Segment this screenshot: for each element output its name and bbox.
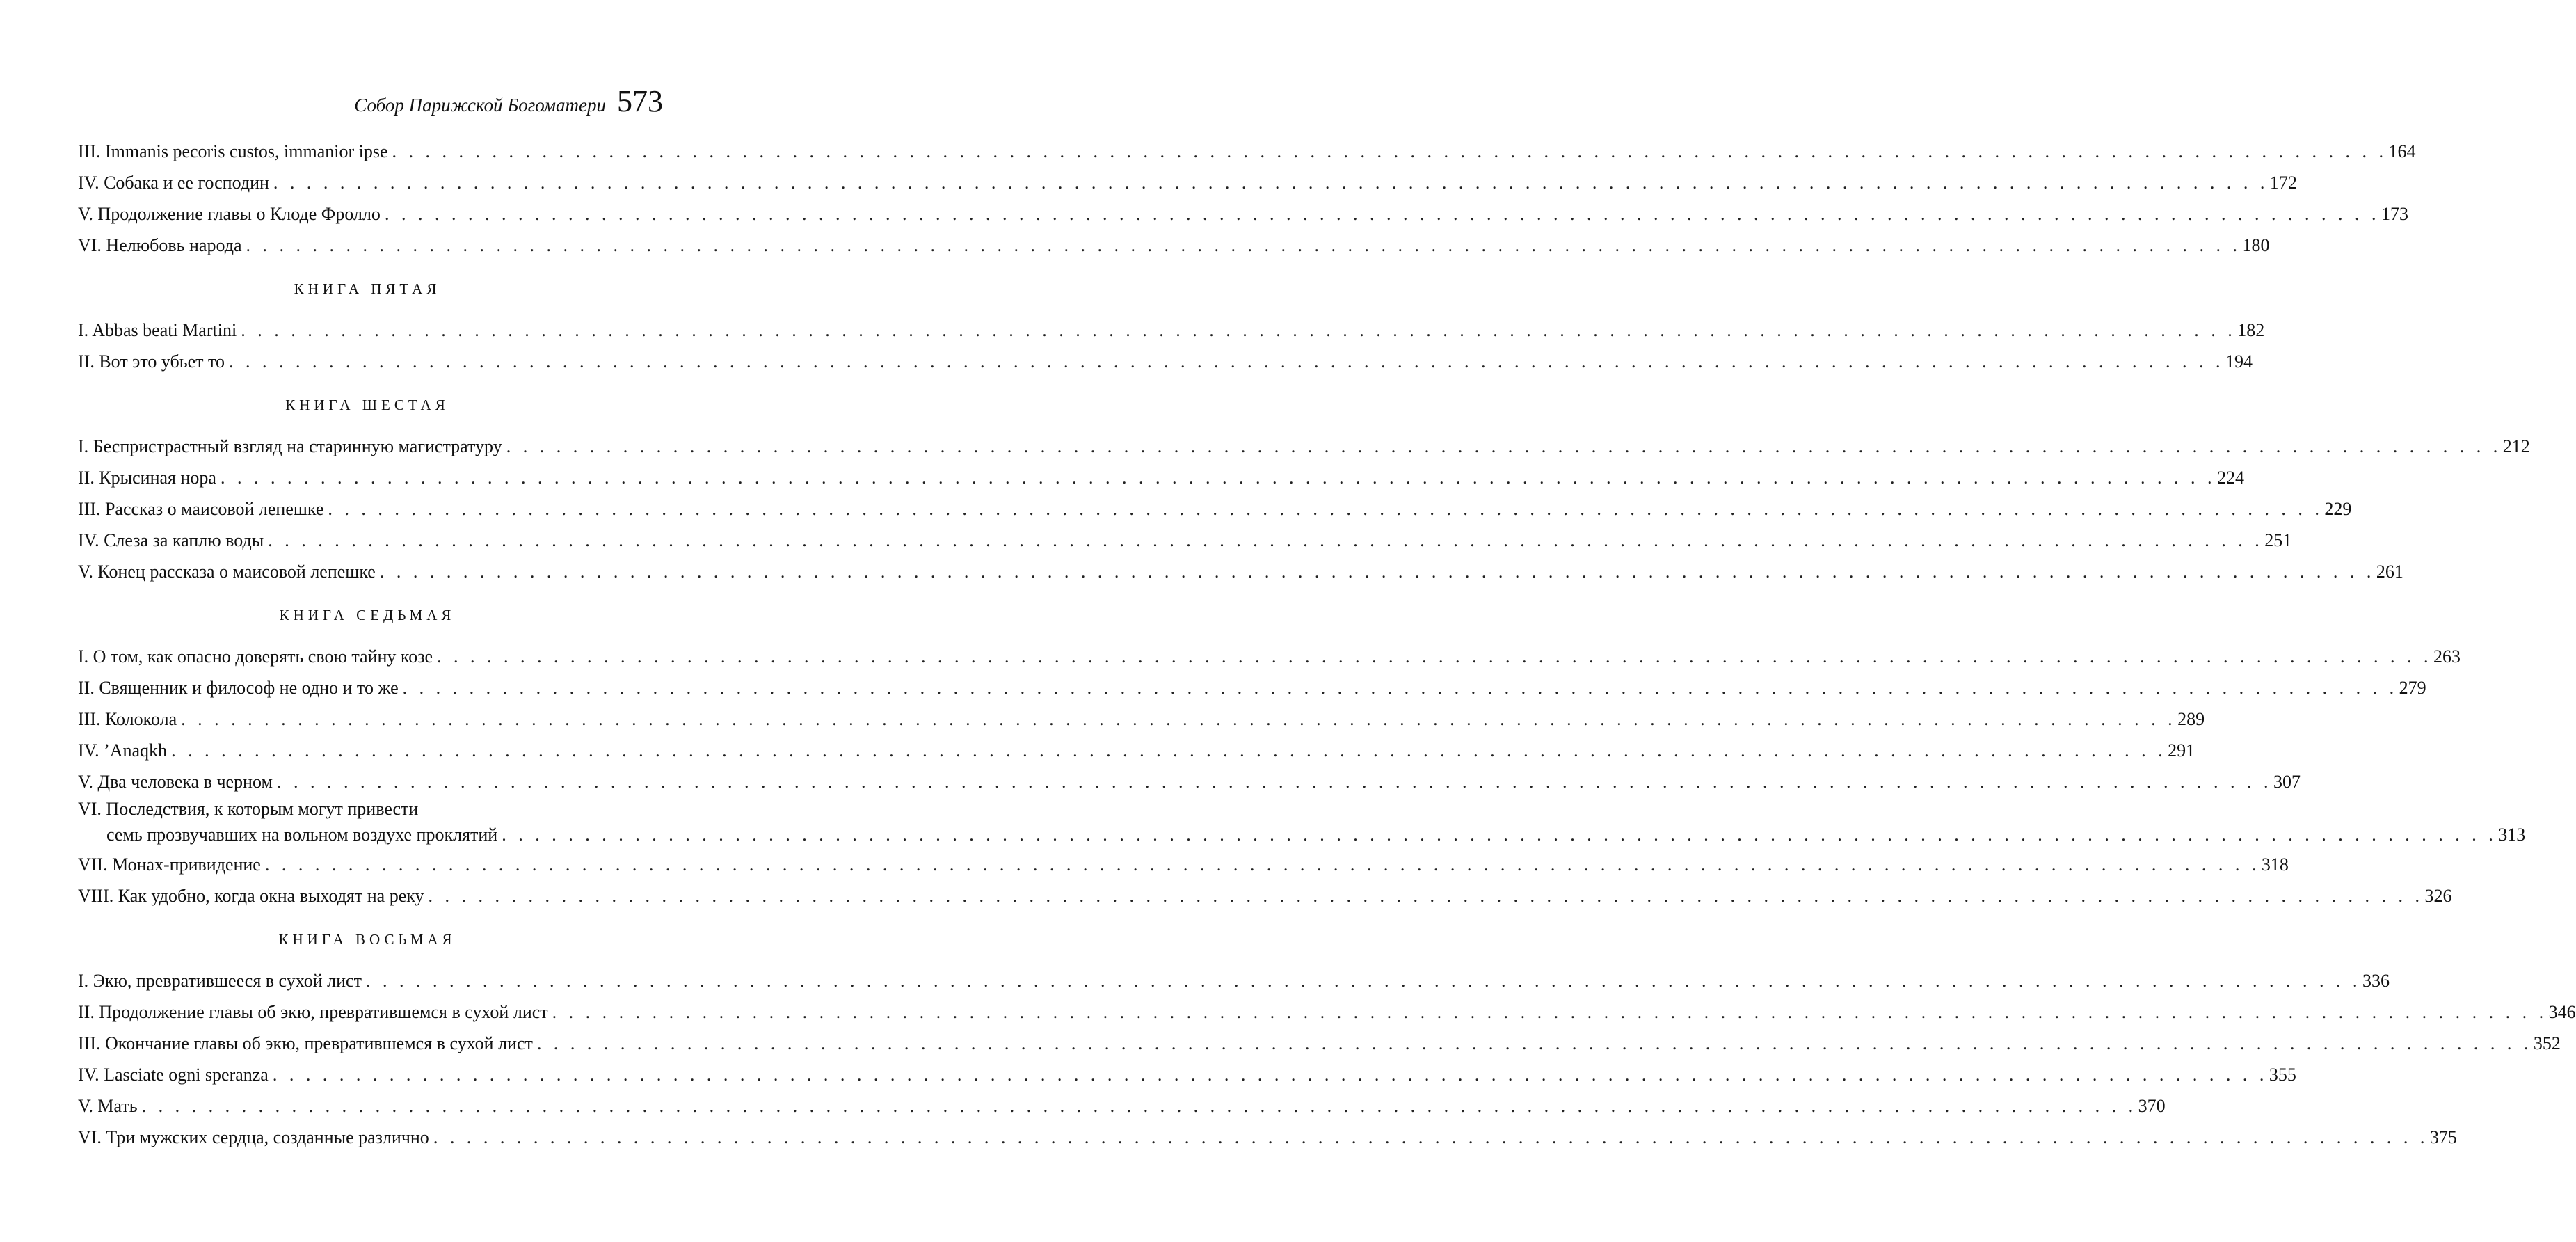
toc-entry (78, 525, 2292, 556)
entry-title: II. Вот это убьет то (78, 351, 225, 372)
entry-page: 375 (2429, 1127, 2457, 1147)
entry-title: VI. Нелюбовь народа (78, 235, 242, 255)
book-heading: КНИГА ПЯТАЯ (294, 280, 441, 297)
dot-leader: . . . . . . . . . . . . . . . . . . . . . . . . . . . . . . . . . . . . . . . . . . . . . . . . . . . . . . . . . . . . . . . . . . . . . . . . . . . . . . . . . . . . . . . . . . . . . . . . . . . . . . . . . . . . . . . . . . . . . . . . (241, 320, 2237, 340)
entry-title: V. Мать (78, 1096, 138, 1116)
entry-title-continuation: семь прозвучавших на вольном воздухе проклятий (106, 825, 498, 845)
dot-leader: . . . . . . . . . . . . . . . . . . . . . . . . . . . . . . . . . . . . . . . . . . . . . . . . . . . . . . . . . . . . . . . . . . . . . . . . . . . . . . . . . . . . . . . . . . . . . . . . . . . . . . . . . . . . . . . . . . . . . . . . (536, 1033, 2532, 1053)
toc-entry (78, 556, 2403, 587)
dot-leader: . . . . . . . . . . . . . . . . . . . . . . . . . . . . . . . . . . . . . . . . . . . . . . . . . . . . . . . . . . . . . . . . . . . . . . . . . . . . . . . . . . . . . . . . . . . . . . . . . . . . . . . . . . . . . . . . . . . . . . . . (229, 351, 2225, 372)
entry-title: VIII. Как удобно, когда окна выходят на реку (78, 886, 424, 906)
toc-entry (78, 1059, 2296, 1090)
entry-page: 370 (2138, 1096, 2166, 1116)
entry-page: 229 (2324, 499, 2352, 519)
entry-page: 173 (2381, 204, 2408, 224)
dot-leader: . . . . . . . . . . . . . . . . . . . . . . . . . . . . . . . . . . . . . . . . . . . . . . . . . . . . . . . . . . . . . . . . . . . . . . . . . . . . . . . . . . . . . . . . . . . . . . . . . . . . . . . . . . . . . . . . . . . . . . . . (328, 499, 2323, 519)
entry-title: IV. Собака и ее господин (78, 173, 269, 193)
entry-page: 326 (2424, 886, 2452, 906)
entry-title: VI. Три мужских сердца, созданные различно (78, 1127, 429, 1147)
dot-leader: . . . . . . . . . . . . . . . . . . . . . . . . . . . . . . . . . . . . . . . . . . . . . . . . . . . . . . . . . . . . . . . . . . . . . . . . . . . . . . . . . . . . . . . . . . . . . . . . . . . . . . . . . . . . . . . . . . . . . . . . (268, 530, 2264, 550)
book-heading: КНИГА ВОСЬМАЯ (278, 931, 456, 948)
toc-entry (78, 462, 2244, 493)
dot-leader: . . . . . . . . . . . . . . . . . . . . . . . . . . . . . . . . . . . . . . . . . . . . . . . . . . . . . . . . . . . . . . . . . . . . . . . . . . . . . . . . . . . . . . . . . . . . . . . . . . . . . . . . . . . . . . . . . . . . . . . . (379, 562, 2375, 582)
entry-page: 180 (2242, 235, 2270, 255)
entry-page: 289 (2177, 709, 2205, 729)
toc-entry (78, 880, 2452, 911)
dot-leader: . . . . . . . . . . . . . . . . . . . . . . . . . . . . . . . . . . . . . . . . . . . . . . . . . . . . . . . . . . . . . . . . . . . . . . . . . . . . . . . . . . . . . . . . . . . . . . . . . . . . . . . . . . . . . . . . . . . . . . . . (392, 141, 2387, 161)
entry-page: 291 (2168, 740, 2195, 761)
entry-page: 355 (2269, 1065, 2296, 1085)
entry-page: 313 (2498, 825, 2526, 845)
toc-entry (78, 346, 2253, 377)
dot-leader: . . . . . . . . . . . . . . . . . . . . . . . . . . . . . . . . . . . . . . . . . . . . . . . . . . . . . . . . . . . . . . . . . . . . . . . . . . . . . . . . . . . . . . . . . . . . . . . . . . . . . . . . . . . . . . . . . . . . . . . . (171, 740, 2167, 761)
toc-entry (78, 1122, 2457, 1153)
entry-page: 224 (2216, 468, 2244, 488)
toc-entry (78, 1028, 2561, 1059)
toc-entry (78, 431, 2530, 462)
entry-page: 336 (2362, 971, 2390, 991)
toc-entry (78, 965, 2390, 996)
entry-title: I. Беспристрастный взгляд на старинную магистратуру (78, 436, 502, 456)
entry-title: III. Рассказ о маисовой лепешке (78, 499, 324, 519)
entry-page: 318 (2261, 854, 2289, 875)
entry-title: VI. Последствия, к которым могут привести (78, 799, 419, 819)
table-of-contents (78, 136, 2576, 1153)
dot-leader: . . . . . . . . . . . . . . . . . . . . . . . . . . . . . . . . . . . . . . . . . . . . . . . . . . . . . . . . . . . . . . . . . . . . . . . . . . . . . . . . . . . . . . . . . . . . . . . . . . . . . . . . . . . . . . . . . . . . . . . . (402, 678, 2398, 698)
entry-page: 172 (2269, 173, 2297, 193)
entry-page: 164 (2388, 141, 2416, 161)
running-title: Собор Парижской Богоматери (354, 95, 606, 116)
toc-entry (78, 703, 2205, 735)
entry-title: II. Священник и философ не одно и то же (78, 678, 399, 698)
entry-title: V. Два человека в черном (78, 772, 273, 792)
dot-leader: . . . . . . . . . . . . . . . . . . . . . . . . . . . . . . . . . . . . . . . . . . . . . . . . . . . . . . . . . . . . . . . . . . . . . . . . . . . . . . . . . . . . . . . . . . . . . . . . . . . . . . . . . . . . . . . . . . . . . . . . (273, 173, 2269, 193)
page-number: 573 (617, 84, 663, 118)
entry-page: 251 (2264, 530, 2292, 550)
toc-entry (78, 641, 2461, 672)
entry-page: 307 (2273, 772, 2301, 792)
dot-leader: . . . . . . . . . . . . . . . . . . . . . . . . . . . . . . . . . . . . . . . . . . . . . . . . . . . . . . . . . . . . . . . . . . . . . . . . . . . . . . . . . . . . . . . . . . . . . . . . . . . . . . . . . . . . . . . . . . . . . . . . (141, 1096, 2137, 1116)
entry-title: II. Продолжение главы об экю, превратившемся в сухой лист (78, 1002, 548, 1022)
toc-entry-continuation (78, 821, 2526, 849)
dot-leader: . . . . . . . . . . . . . . . . . . . . . . . . . . . . . . . . . . . . . . . . . . . . . . . . . . . . . . . . . . . . . . . . . . . . . . . . . . . . . . . . . . . . . . . . . . . . . . . . . . . . . . . . . . . . . . . . . . . . . . . . (276, 772, 2272, 792)
entry-page: 346 (2548, 1002, 2576, 1022)
entry-title: IV. Lasciate ogni speranza (78, 1065, 269, 1085)
toc-entry (78, 1090, 2166, 1122)
entry-page: 182 (2237, 320, 2265, 340)
entry-page: 212 (2502, 436, 2530, 456)
dot-leader: . . . . . . . . . . . . . . . . . . . . . . . . . . . . . . . . . . . . . . . . . . . . . . . . . . . . . . . . . . . . . . . . . . . . . . . . . . . . . . . . . . . . . . . . . . . . . . . . . . . . . . . . . . . . . . . . . . . . . . . . (552, 1002, 2547, 1022)
dot-leader: . . . . . . . . . . . . . . . . . . . . . . . . . . . . . . . . . . . . . . . . . . . . . . . . . . . . . . . . . . . . . . . . . . . . . . . . . . . . . . . . . . . . . . . . . . . . . . . . . . . . . . . . . . . . . . . . . . . . . . . . (437, 646, 2433, 667)
dot-leader: . . . . . . . . . . . . . . . . . . . . . . . . . . . . . . . . . . . . . . . . . . . . . . . . . . . . . . . . . . . . . . . . . . . . . . . . . . . . . . . . . . . . . . . . . . . . . . . . . . . . . . . . . . . . . . . . . . . . . . . . (506, 436, 2502, 456)
running-header (354, 86, 663, 117)
entry-page: 263 (2433, 646, 2461, 667)
entry-page: 261 (2376, 562, 2403, 582)
toc-entry (78, 167, 2297, 198)
book-heading: КНИГА ШЕСТАЯ (285, 397, 449, 413)
dot-leader: . . . . . . . . . . . . . . . . . . . . . . . . . . . . . . . . . . . . . . . . . . . . . . . . . . . . . . . . . . . . . . . . . . . . . . . . . . . . . . . . . . . . . . . . . . . . . . . . . . . . . . . . . . . . . . . . . . . . . . . . (264, 854, 2260, 875)
entry-title: V. Конец рассказа о маисовой лепешке (78, 562, 376, 582)
toc-entry (78, 766, 2301, 797)
toc-entry (78, 735, 2195, 766)
toc-entry (78, 315, 2265, 346)
dot-leader: . . . . . . . . . . . . . . . . . . . . . . . . . . . . . . . . . . . . . . . . . . . . . . . . . . . . . . . . . . . . . . . . . . . . . . . . . . . . . . . . . . . . . . . . . . . . . . . . . . . . . . . . . . . . . . . . . . . . . . . . (246, 235, 2241, 255)
entry-title: I. Экю, превратившееся в сухой лист (78, 971, 362, 991)
toc-entry (78, 797, 657, 821)
toc-entry (78, 230, 2270, 261)
toc-entry (78, 672, 2426, 703)
entry-title: IV. Слеза за каплю воды (78, 530, 264, 550)
entry-title: III. Колокола (78, 709, 177, 729)
toc-entry (78, 849, 2289, 880)
entry-title: III. Immanis pecoris custos, immanior ipse (78, 141, 388, 161)
entry-page: 352 (2533, 1033, 2561, 1053)
toc-entry (78, 493, 2352, 525)
toc-entry (78, 996, 2576, 1028)
entry-page: 194 (2225, 351, 2253, 372)
book-heading: КНИГА СЕДЬМАЯ (279, 607, 456, 623)
dot-leader: . . . . . . . . . . . . . . . . . . . . . . . . . . . . . . . . . . . . . . . . . . . . . . . . . . . . . . . . . . . . . . . . . . . . . . . . . . . . . . . . . . . . . . . . . . . . . . . . . . . . . . . . . . . . . . . . . . . . . . . . (220, 468, 2216, 488)
entry-title: IV. ’Anaqkh (78, 740, 168, 761)
toc-entry (78, 198, 2408, 230)
dot-leader: . . . . . . . . . . . . . . . . . . . . . . . . . . . . . . . . . . . . . . . . . . . . . . . . . . . . . . . . . . . . . . . . . . . . . . . . . . . . . . . . . . . . . . . . . . . . . . . . . . . . . . . . . . . . . . . . . . . . . . . . (272, 1065, 2268, 1085)
entry-title: I. Abbas beati Martini (78, 320, 237, 340)
dot-leader: . . . . . . . . . . . . . . . . . . . . . . . . . . . . . . . . . . . . . . . . . . . . . . . . . . . . . . . . . . . . . . . . . . . . . . . . . . . . . . . . . . . . . . . . . . . . . . . . . . . . . . . . . . . . . . . . . . . . . . . . (502, 825, 2497, 845)
dot-leader: . . . . . . . . . . . . . . . . . . . . . . . . . . . . . . . . . . . . . . . . . . . . . . . . . . . . . . . . . . . . . . . . . . . . . . . . . . . . . . . . . . . . . . . . . . . . . . . . . . . . . . . . . . . . . . . . . . . . . . . . (428, 886, 2424, 906)
entry-title: I. О том, как опасно доверять свою тайну козе (78, 646, 433, 667)
dot-leader: . . . . . . . . . . . . . . . . . . . . . . . . . . . . . . . . . . . . . . . . . . . . . . . . . . . . . . . . . . . . . . . . . . . . . . . . . . . . . . . . . . . . . . . . . . . . . . . . . . . . . . . . . . . . . . . . . . . . . . . . (384, 204, 2380, 224)
entry-title: III. Окончание главы об экю, превратившемся в сухой лист (78, 1033, 533, 1053)
entry-title: VII. Монах-привидение (78, 854, 261, 875)
dot-leader: . . . . . . . . . . . . . . . . . . . . . . . . . . . . . . . . . . . . . . . . . . . . . . . . . . . . . . . . . . . . . . . . . . . . . . . . . . . . . . . . . . . . . . . . . . . . . . . . . . . . . . . . . . . . . . . . . . . . . . . . (365, 971, 2361, 991)
entry-title: V. Продолжение главы о Клоде Фролло (78, 204, 381, 224)
toc-entry (78, 136, 2416, 167)
dot-leader: . . . . . . . . . . . . . . . . . . . . . . . . . . . . . . . . . . . . . . . . . . . . . . . . . . . . . . . . . . . . . . . . . . . . . . . . . . . . . . . . . . . . . . . . . . . . . . . . . . . . . . . . . . . . . . . . . . . . . . . . (433, 1127, 2429, 1147)
dot-leader: . . . . . . . . . . . . . . . . . . . . . . . . . . . . . . . . . . . . . . . . . . . . . . . . . . . . . . . . . . . . . . . . . . . . . . . . . . . . . . . . . . . . . . . . . . . . . . . . . . . . . . . . . . . . . . . . . . . . . . . . (181, 709, 2177, 729)
entry-page: 279 (2399, 678, 2426, 698)
entry-title: II. Крысиная нора (78, 468, 216, 488)
